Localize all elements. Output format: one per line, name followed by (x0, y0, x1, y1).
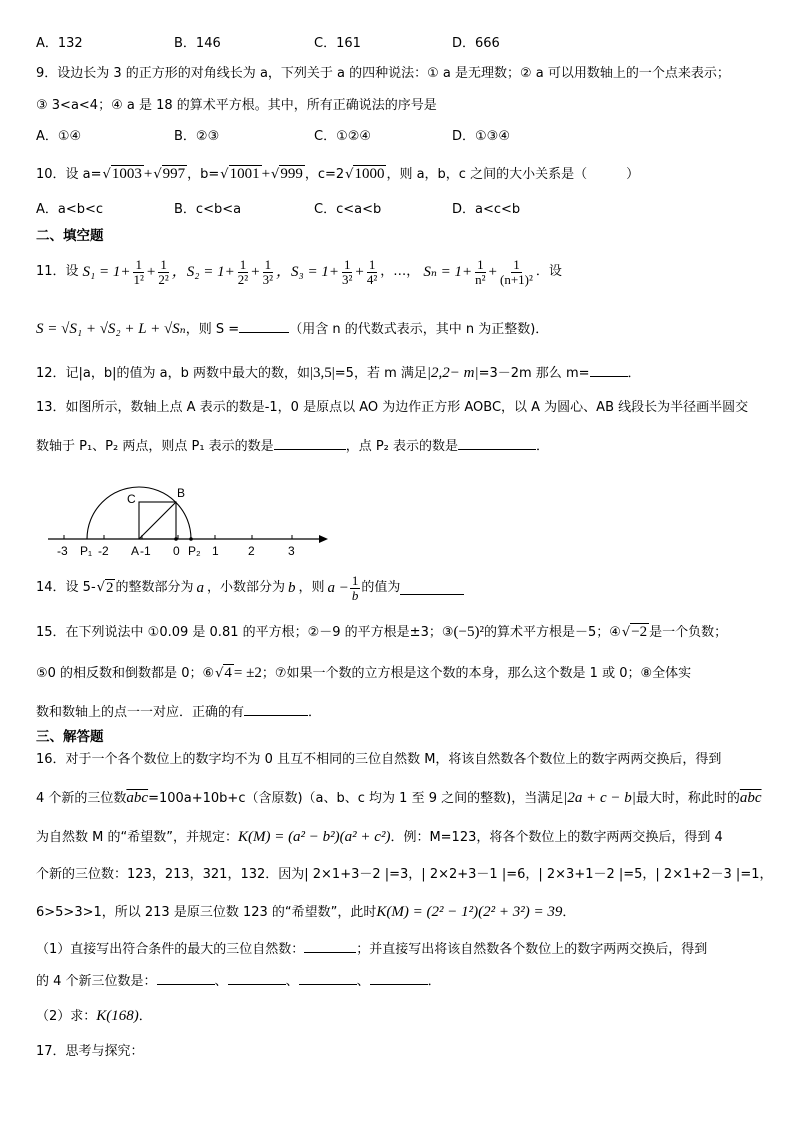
tick-label-p2: P₂ (188, 544, 201, 558)
q15-expr-neg5sq: (−5)² (453, 624, 484, 640)
separator: 、 (356, 974, 370, 989)
q11-line2-rest: ，则 S = (185, 322, 240, 337)
section-heading-fill-in: 二、填空题 (36, 228, 104, 244)
q14-a: a (196, 580, 204, 597)
tick-label-a: A (131, 544, 140, 558)
q10-radicand-4: 999 (280, 166, 303, 182)
q11-line2 (36, 320, 548, 338)
q11-plus: + (488, 264, 498, 281)
q15-line3: 数和数轴上的点一一对应．正确的有 (36, 705, 245, 720)
q16-sub1-line2 (36, 972, 441, 990)
q11-s2: ，S₂ = 1+ (171, 264, 235, 281)
q11-plus: + (251, 264, 260, 281)
q11-s-expression: S = √S₁ + √S₂ + L + √Sₙ (36, 321, 186, 337)
q14-text5: 的值为 (361, 580, 401, 596)
number-line-figure (40, 480, 340, 560)
sqrt-icon: √ (96, 580, 105, 596)
tick-label-1: 1 (212, 544, 219, 558)
q16-sub2 (36, 1007, 152, 1025)
q16-line2c: 最大时，称此时的 (635, 791, 740, 806)
q15-line1e: 是一个负数； (649, 625, 728, 640)
q11-frac: $\frac{1}{\text{(n+1)²}}$ (500, 257, 533, 287)
q10-option-d: D．a<c<b (452, 202, 521, 217)
q11-frac: $\frac{1}{\text{2²}}$ (237, 257, 249, 287)
sqrt-icon: √ (153, 167, 162, 182)
q11-frac: $\frac{1}{\text{2²}}$ (158, 257, 169, 287)
q10-plus-1: + (143, 166, 153, 182)
q9-option-c: C．①②④ (314, 129, 372, 144)
q10-c-label: ，c=2 (304, 167, 345, 182)
q16-condition: |2a + c − b| (563, 790, 636, 806)
q11-plus: + (146, 264, 156, 281)
q9-line2: ③ 3<a<4；④ a 是 18 的算术平方根。其中，所有正确说法的序号是 (36, 98, 437, 113)
q16-answer-blank-2[interactable] (228, 972, 286, 985)
q16-answer-blank-1[interactable] (157, 972, 215, 985)
q10-prefix: 10．设 a= (36, 167, 102, 182)
q12-answer-blank[interactable] (590, 364, 628, 377)
q11-line2-tail: （用含 n 的代数式表示，其中 n 为正整数)． (289, 322, 549, 337)
q9-option-b: B．②③ (174, 129, 220, 144)
q12-text1: 12．记|a，b|的值为 a，b 两数中最大的数，如 (36, 366, 311, 381)
q15-answer-blank[interactable] (244, 703, 308, 716)
q10-radicand-2: 997 (162, 166, 186, 182)
q14-answer-blank[interactable] (400, 582, 464, 595)
tick-label-2: 2 (248, 544, 255, 558)
q12-line (36, 364, 641, 382)
q14-fraction: $\frac{1}{b}$ (351, 573, 359, 603)
q11-dots: ，…， (380, 264, 420, 280)
q10-radicand-1: 1003 (111, 166, 142, 182)
q16-line5a: 6>5>3>1，所以 213 是原三位数 123 的“希望数”，此时 (36, 905, 377, 920)
q10-option-c: C．c<a<b (314, 202, 382, 217)
q11-plus: + (355, 264, 364, 281)
q16-line5 (36, 903, 575, 921)
q12-text2: =5，若 m 满足 (334, 366, 427, 381)
q17-heading: 17．思考与探究： (36, 1044, 144, 1059)
q9-line1: 9．设边长为 3 的正方形的对角线长为 a，下列关于 a 的四种说法：① a 是无理数；② a 可以用数轴上的一个点来表示； (36, 66, 730, 81)
tick-label-neg2: -2 (98, 544, 109, 558)
q10-suffix: ，则 a，b，c 之间的大小关系是（ ） (386, 167, 640, 182)
q14-b: b (287, 580, 296, 597)
q16-answer-blank-3[interactable] (299, 972, 357, 985)
q16-abc-overline: $\overline{abc}$ (739, 790, 762, 806)
q13-line2a: 数轴于 P₁、P₂ 两点，则点 P₁ 表示的数是 (36, 439, 274, 454)
q16-line5b: ． (562, 905, 576, 920)
q9-option-d: D．①③④ (452, 129, 510, 144)
q11-prefix: 11．设 (36, 264, 79, 280)
q11-sn: Sₙ = 1+ (423, 264, 473, 281)
q10-radicand-3: 1001 (229, 166, 260, 182)
q16-line2a: 4 个新的三位数 (36, 791, 127, 806)
q14-line (36, 574, 464, 602)
q10-b-label: ，b= (187, 167, 220, 182)
q14-text4: ，则 (298, 580, 325, 596)
q15-radicand-neg2: −2 (631, 624, 648, 640)
q14-text3: ，小数部分为 (206, 580, 285, 596)
q11-frac: $\frac{1}{\text{3²}}$ (262, 257, 274, 287)
q16-sub1b: ；并直接写出将该自然数各个数位上的数字两两交换后，得到 (356, 942, 708, 957)
q15-line1c: 的算术平方根是－5；④ (483, 625, 621, 640)
q15-line3 (36, 703, 321, 721)
q11-s1: S₁ = 1+ (82, 264, 131, 281)
q8-option-d: D．666 (452, 36, 500, 51)
tick-label-neg3: -3 (57, 544, 68, 558)
q16-line3a: 为自然数 M 的“希望数”，并规定： (36, 830, 238, 845)
q10-option-b: B．c<b<a (174, 202, 242, 217)
q8-option-c: C．161 (314, 36, 361, 51)
q11-frac: $\frac{1}{\text{3²}}$ (342, 257, 353, 287)
q13-line2b: ，点 P₂ 表示的数是 (345, 439, 459, 454)
q15-line1 (36, 623, 727, 641)
origin-point (174, 537, 178, 541)
sqrt-icon: √ (220, 167, 229, 182)
label-b: B (177, 486, 186, 500)
q8-option-b: B．146 (174, 36, 221, 51)
q11-frac: $\frac{1}{\text{4²}}$ (366, 257, 378, 287)
q14-expression: a − (327, 580, 349, 597)
q10-option-a: A．a<b<c (36, 202, 104, 217)
q16-sub1c: 的 4 个新三位数是： (36, 974, 157, 989)
q15-line2a: ⑤0 的相反数和倒数都是 0；⑥ (36, 666, 215, 681)
q11-s3: ，S₃ = 1+ (276, 264, 340, 281)
q16-sub2-label: （2）求： (36, 1009, 97, 1024)
separator: 、 (214, 974, 228, 989)
q11-frac: $\frac{1}{\text{1²}}$ (133, 257, 144, 287)
q16-sub1-line1 (36, 940, 707, 958)
q16-line1: 16．对于一个各个数位上的数字均不为 0 且互不相同的三位自然数 M，将该自然数各个数位上的数字两两交换后，得到 (36, 752, 722, 767)
q15-end: ． (308, 705, 322, 720)
q13-answer-blank-p1[interactable] (274, 437, 346, 450)
q16-end: ． (427, 974, 441, 989)
q13-answer-blank-p2[interactable] (458, 437, 536, 450)
sqrt-icon: √ (621, 625, 631, 640)
q14-radicand: 2 (105, 580, 114, 597)
q11-line1 (36, 258, 562, 286)
q15-line2d: ；⑦如果一个数的立方根是这个数的本身，那么这个数是 1 或 0；⑧全体实 (261, 666, 692, 681)
label-c: C (127, 492, 136, 506)
q13-end: ． (536, 439, 550, 454)
sqrt-icon: √ (102, 167, 111, 182)
q11-frac: $\frac{1}{\text{n²}}$ (475, 257, 486, 287)
sqrt-icon: √ (215, 666, 224, 681)
tick-label-3: 3 (288, 544, 295, 558)
separator: 、 (285, 974, 299, 989)
q10-radicand-5: 1000 (354, 166, 385, 182)
q14-text1: 14．设 5- (36, 580, 96, 596)
q12-condition: |2,2− m| (426, 365, 479, 381)
q16-line4: 个新的三位数：123，213，321，132．因为| 2×1+3－2 |=3，| 2×2+3－1 |=6，| 2×3+1－2 |=5，| 2×1+2－3 |=1， (36, 867, 773, 882)
tick-label-p1: P₁ (80, 544, 93, 558)
q16-line2 (36, 789, 762, 807)
sqrt-icon: √ (345, 167, 354, 182)
q10-plus-2: + (261, 166, 271, 182)
q15-line1a: 15．在下列说法中 ①0.09 是 0.81 的平方根；②－9 的平方根是±3；③ (36, 625, 454, 640)
point-p2 (189, 537, 193, 541)
q9-option-a: A．①④ (36, 129, 82, 144)
q13-line1: 13．如图所示，数轴上点 A 表示的数是-1，0 是原点以 AO 为边作正方形 AOBC，以 A 为圆心、AB 线段长为半径画半圆交 (36, 400, 749, 415)
q16-line2b: =100a+10b+c（含原数)（a、b、c 均为 1 至 9 之间的整数)，当满足 (148, 791, 564, 806)
arrow-icon (319, 535, 328, 543)
q12-example: |3,5| (310, 365, 335, 381)
q16-sub2-end: ． (138, 1009, 152, 1024)
q11-answer-blank[interactable] (239, 320, 289, 333)
q16-answer-blank-4[interactable] (370, 972, 428, 985)
q16-formula2: K(M) = (2² − 1²)(2² + 3²) = 39 (376, 904, 563, 920)
q16-abc-overline: $\overline{abc}$ (126, 790, 149, 806)
q16-line3 (36, 828, 723, 846)
tick-label-0: 0 (173, 544, 180, 558)
q16-line3b: ．例：M=123，将各个数位上的数字两两交换后，得到 4 (390, 830, 723, 845)
q16-sub2-expression: K(168) (96, 1008, 139, 1024)
q12-end: ． (627, 366, 641, 381)
q12-text3: =3－2m 那么 m= (478, 366, 590, 381)
q10-stem (36, 165, 639, 183)
q15-radicand-4: 4 (224, 665, 232, 681)
sqrt-icon: √ (271, 167, 280, 182)
q16-sub1a: （1）直接写出符合条件的最大的三位自然数： (36, 942, 305, 957)
diagonal-ab (139, 502, 176, 539)
q11-end1: ．设 (535, 264, 562, 280)
q13-line2 (36, 437, 549, 455)
q16-answer-blank-max[interactable] (304, 940, 356, 953)
q8-option-a: A．132 (36, 36, 83, 51)
section-heading-solve: 三、解答题 (36, 729, 104, 745)
q14-text2: 的整数部分为 (115, 580, 194, 596)
q16-formula: K(M) = (a² − b²)(a² + c²) (237, 829, 391, 845)
q15-line2 (36, 664, 691, 682)
q15-pm2: = ±2 (233, 665, 262, 681)
tick-label-neg1: -1 (140, 544, 151, 558)
